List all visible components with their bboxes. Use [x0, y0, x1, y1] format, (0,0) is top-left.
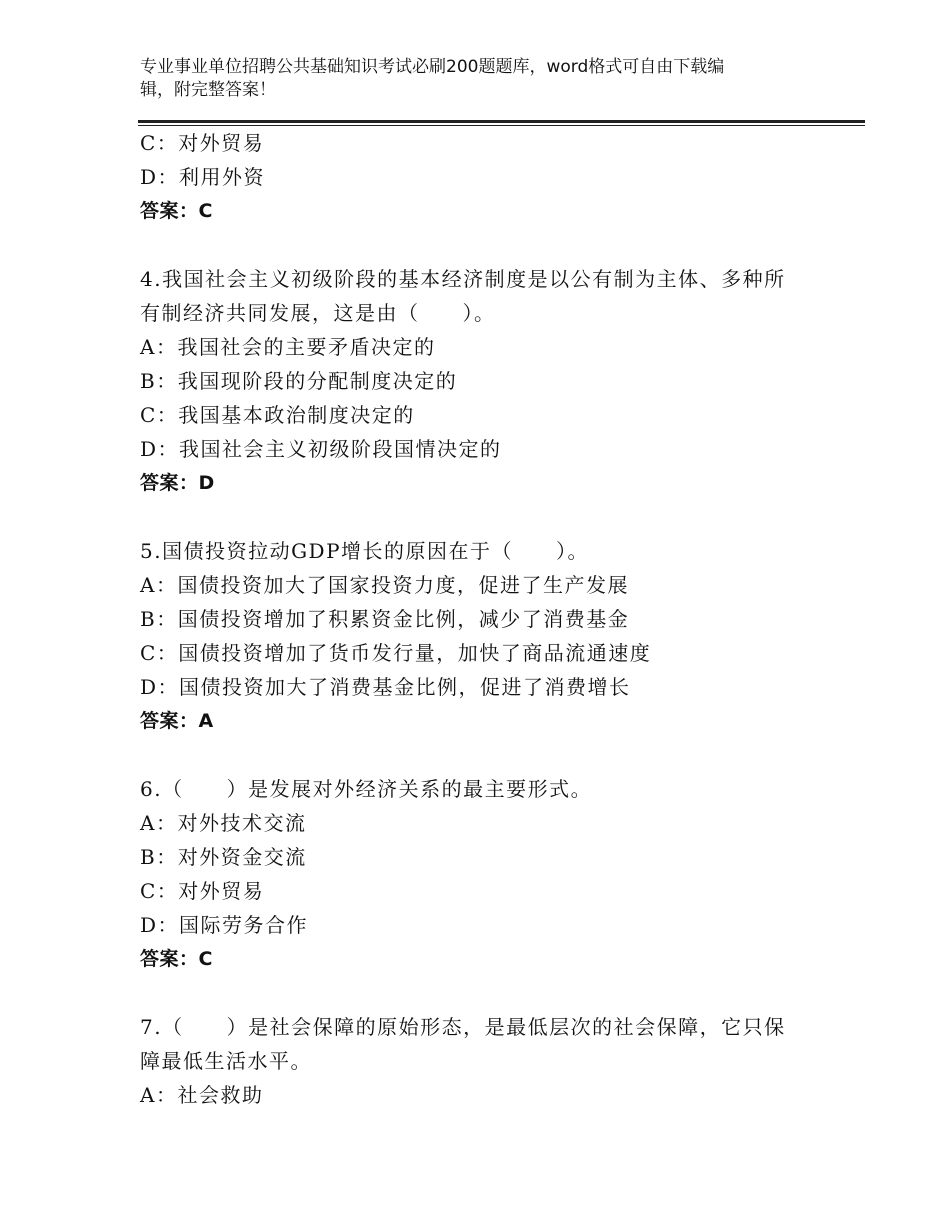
answer-line: 答案：C [140, 948, 213, 970]
question-7 [140, 1010, 820, 1112]
question-5 [140, 534, 820, 738]
question-list [140, 126, 820, 1112]
option-b: B：我国现阶段的分配制度决定的 [140, 369, 458, 393]
question-stem-line: 5.国债投资拉动GDP增长的原因在于（ ）。 [140, 539, 590, 563]
option-c: C：国债投资增加了货币发行量，加快了商品流通速度 [140, 641, 652, 665]
option-a: A：社会救助 [140, 1083, 264, 1107]
option-d: D：我国社会主义初级阶段国情决定的 [140, 437, 502, 461]
option-a: A：国债投资加大了国家投资力度，促进了生产发展 [140, 573, 629, 597]
spacer [140, 500, 820, 534]
option-a: A：对外技术交流 [140, 811, 307, 835]
header-line-2: 辑，附完整答案！ [140, 80, 276, 100]
option-b: B：国债投资增加了积累资金比例，减少了消费基金 [140, 607, 630, 631]
question-stem-line: 障最低生活水平。 [140, 1049, 312, 1073]
option-c: C：对外贸易 [140, 131, 265, 155]
question-stem-line: 有制经济共同发展，这是由（ ）。 [140, 301, 496, 325]
question-stem-line: 6.（ ）是发展对外经济关系的最主要形式。 [140, 777, 593, 801]
option-d: D：国债投资加大了消费基金比例，促进了消费增长 [140, 675, 631, 699]
answer-line: 答案：A [140, 710, 214, 732]
answer-line: 答案：C [140, 200, 213, 222]
option-a: A：我国社会的主要矛盾决定的 [140, 335, 436, 359]
question-stem-line: 4.我国社会主义初级阶段的基本经济制度是以公有制为主体、多种所 [140, 267, 786, 291]
header-divider-thick [138, 120, 865, 123]
question-4 [140, 262, 820, 500]
question-6 [140, 772, 820, 976]
option-c: C：我国基本政治制度决定的 [140, 403, 415, 427]
option-d: D：国际劳务合作 [140, 913, 309, 937]
question-stem-line: 7.（ ）是社会保障的原始形态，是最低层次的社会保障，它只保 [140, 1015, 786, 1039]
spacer [140, 976, 820, 1010]
spacer [140, 738, 820, 772]
page-header [140, 56, 800, 102]
option-c: C：对外贸易 [140, 879, 265, 903]
option-d: D：利用外资 [140, 165, 266, 189]
previous-question-tail [140, 126, 820, 228]
answer-line: 答案：D [140, 472, 215, 494]
option-b: B：对外资金交流 [140, 845, 307, 869]
header-line-1: 专业事业单位招聘公共基础知识考试必刷200题题库，word格式可自由下载编 [140, 57, 725, 77]
spacer [140, 228, 820, 262]
